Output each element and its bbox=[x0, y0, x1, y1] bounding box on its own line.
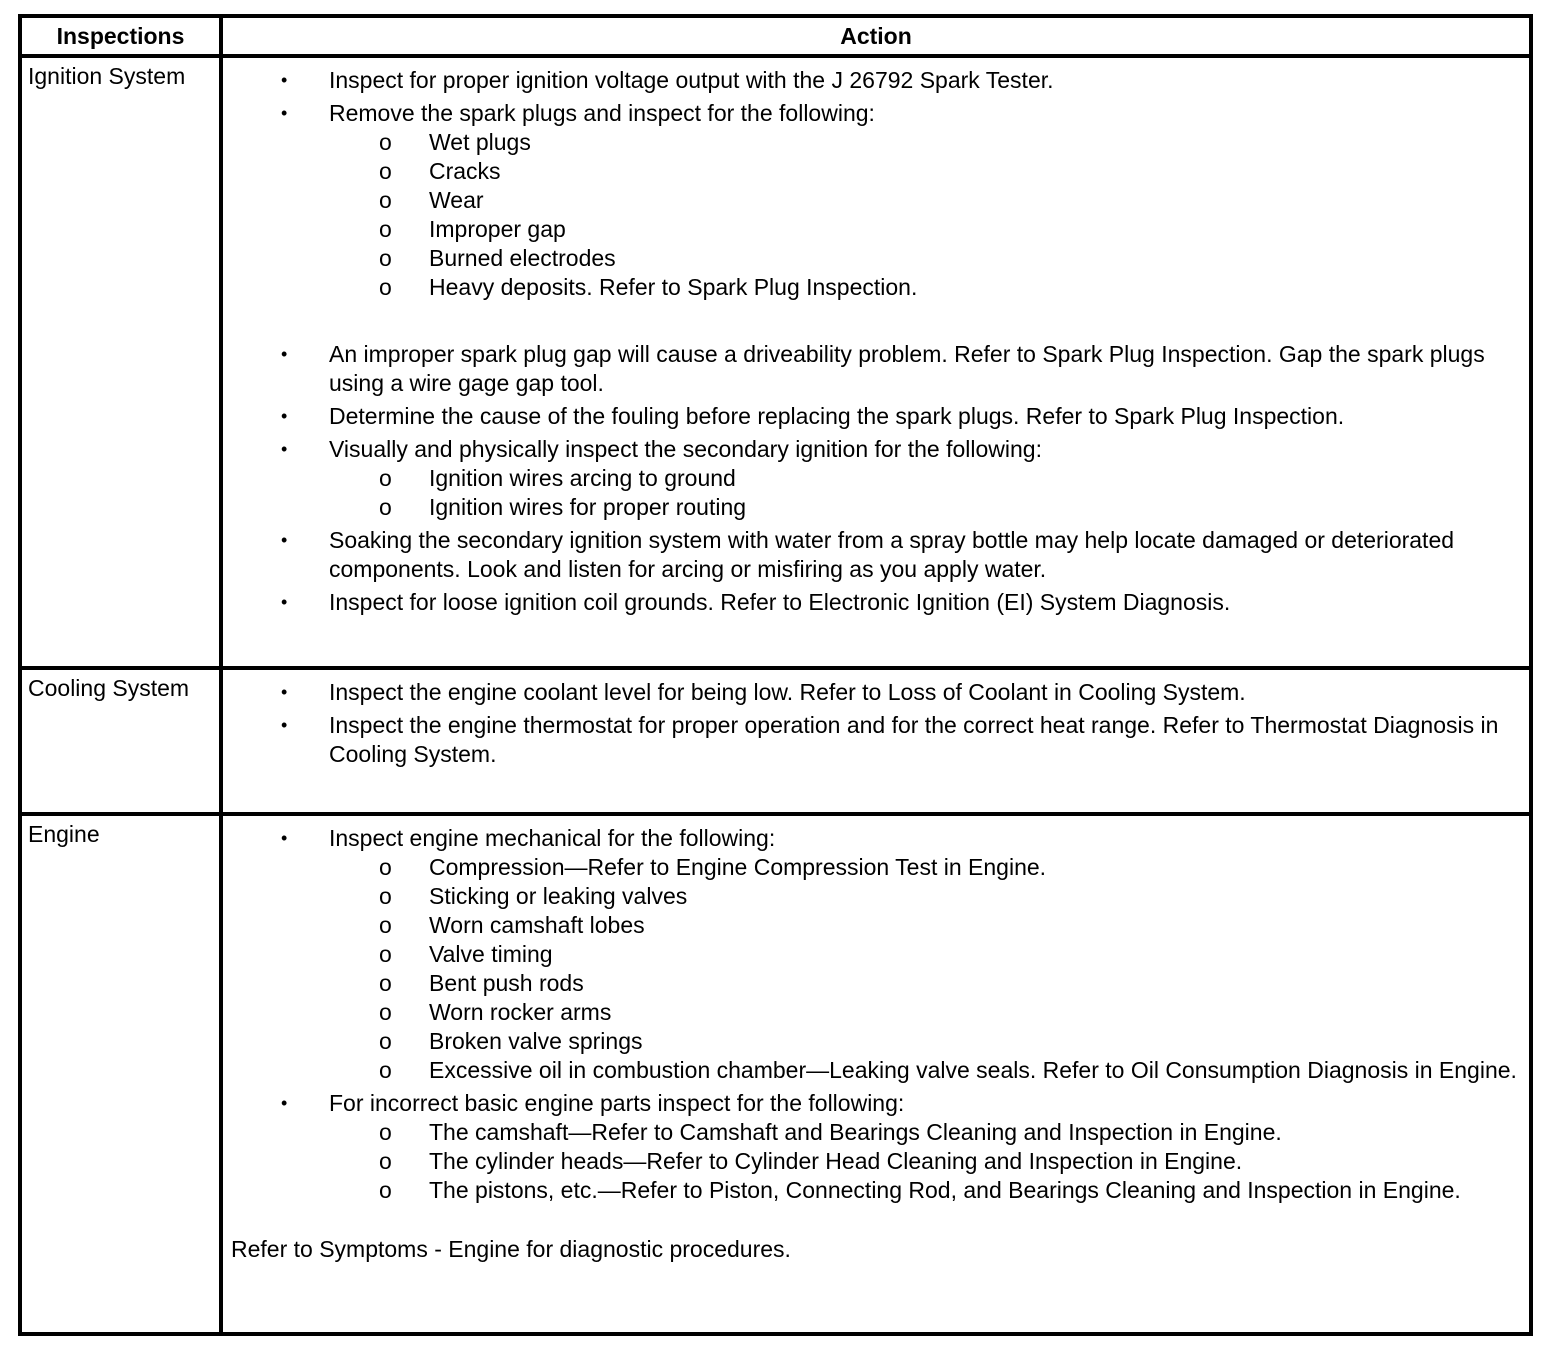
sub-list-item bbox=[329, 853, 1517, 882]
sub-list-item bbox=[329, 1056, 1517, 1085]
list-item bbox=[231, 402, 1517, 431]
circle-bullet-icon: o bbox=[379, 187, 392, 213]
sub-item-text: Ignition wires arcing to ground bbox=[429, 465, 736, 491]
sub-item-text: Wet plugs bbox=[429, 129, 531, 155]
list-item-text: Inspect engine mechanical for the following: bbox=[329, 825, 776, 851]
row-label-engine: Engine bbox=[20, 814, 221, 1334]
sub-list bbox=[329, 853, 1517, 1085]
bullet-icon: • bbox=[281, 530, 288, 550]
bullet-icon: • bbox=[281, 682, 288, 702]
sub-item-text: Wear bbox=[429, 187, 484, 213]
inspection-table-container bbox=[18, 14, 1533, 1336]
table-row bbox=[20, 668, 1531, 814]
header-inspections: Inspections bbox=[20, 16, 221, 56]
sub-list bbox=[329, 1118, 1517, 1205]
sub-list-item bbox=[329, 969, 1517, 998]
circle-bullet-icon: o bbox=[379, 883, 392, 909]
circle-bullet-icon: o bbox=[379, 970, 392, 996]
circle-bullet-icon: o bbox=[379, 854, 392, 880]
sub-item-text: Bent push rods bbox=[429, 970, 584, 996]
sub-list-item bbox=[329, 998, 1517, 1027]
bullet-icon: • bbox=[281, 715, 288, 735]
sub-item-text: The pistons, etc.—Refer to Piston, Connecting Rod, and Bearings Cleaning and Inspection in Engine. bbox=[429, 1177, 1461, 1203]
sub-item-text: The camshaft—Refer to Camshaft and Bearings Cleaning and Inspection in Engine. bbox=[429, 1119, 1282, 1145]
circle-bullet-icon: o bbox=[379, 274, 392, 300]
sub-item-text: Improper gap bbox=[429, 216, 566, 242]
list-item-text: Inspect for loose ignition coil grounds. Refer to Electronic Ignition (EI) System Diagnosis. bbox=[329, 589, 1231, 615]
bullet-icon: • bbox=[281, 592, 288, 612]
sub-list-item bbox=[329, 911, 1517, 940]
inspection-table bbox=[18, 14, 1533, 1336]
circle-bullet-icon: o bbox=[379, 999, 392, 1025]
list-item-text: Soaking the secondary ignition system with water from a spray bottle may help locate damaged or deteriorated components. Look and listen for arcing or misfiring as you apply water. bbox=[329, 527, 1455, 582]
action-list bbox=[231, 66, 1517, 617]
circle-bullet-icon: o bbox=[379, 1148, 392, 1174]
header-action: Action bbox=[221, 16, 1531, 56]
bullet-icon: • bbox=[281, 103, 288, 123]
sub-list-item bbox=[329, 882, 1517, 911]
list-item-text: For incorrect basic engine parts inspect for the following: bbox=[329, 1090, 905, 1116]
list-item bbox=[231, 824, 1517, 1085]
bullet-icon: • bbox=[281, 406, 288, 426]
list-item bbox=[231, 588, 1517, 617]
circle-bullet-icon: o bbox=[379, 494, 392, 520]
list-item-text: Remove the spark plugs and inspect for the following: bbox=[329, 100, 875, 126]
circle-bullet-icon: o bbox=[379, 1177, 392, 1203]
sub-list-item bbox=[329, 244, 1517, 273]
circle-bullet-icon: o bbox=[379, 245, 392, 271]
bullet-icon: • bbox=[281, 439, 288, 459]
circle-bullet-icon: o bbox=[379, 912, 392, 938]
list-item bbox=[231, 99, 1517, 336]
list-item bbox=[231, 66, 1517, 95]
sub-list bbox=[329, 128, 1517, 302]
circle-bullet-icon: o bbox=[379, 465, 392, 491]
action-list bbox=[231, 824, 1517, 1205]
sub-item-text: Sticking or leaking valves bbox=[429, 883, 688, 909]
sub-list-item bbox=[329, 128, 1517, 157]
sub-item-text: Ignition wires for proper routing bbox=[429, 494, 747, 520]
row-action-engine bbox=[221, 814, 1531, 1334]
sub-list-item bbox=[329, 940, 1517, 969]
list-item-text: Determine the cause of the fouling before replacing the spark plugs. Refer to Spark Plug Inspection. bbox=[329, 403, 1345, 429]
sub-list-item bbox=[329, 1027, 1517, 1056]
bullet-icon: • bbox=[281, 1093, 288, 1113]
engine-footnote: Refer to Symptoms - Engine for diagnostic procedures. bbox=[231, 1236, 791, 1262]
list-item bbox=[231, 1089, 1517, 1205]
table-row bbox=[20, 56, 1531, 668]
header-row bbox=[20, 16, 1531, 56]
bullet-icon: • bbox=[281, 828, 288, 848]
row-label-ignition: Ignition System bbox=[20, 56, 221, 668]
list-item bbox=[231, 711, 1517, 769]
sub-item-text: Heavy deposits. Refer to Spark Plug Inspection. bbox=[429, 274, 918, 300]
table-row bbox=[20, 814, 1531, 1334]
sub-item-text: Broken valve springs bbox=[429, 1028, 643, 1054]
list-item bbox=[231, 435, 1517, 522]
sub-list-item bbox=[329, 157, 1517, 186]
circle-bullet-icon: o bbox=[379, 941, 392, 967]
list-item-text: Inspect the engine coolant level for being low. Refer to Loss of Coolant in Cooling System. bbox=[329, 679, 1246, 705]
sub-item-text: Burned electrodes bbox=[429, 245, 616, 271]
list-item-text: Inspect the engine thermostat for proper operation and for the correct heat range. Refer to Thermostat Diagnosis in Cooling System. bbox=[329, 712, 1499, 767]
bullet-icon: • bbox=[281, 70, 288, 90]
sub-list-item bbox=[329, 273, 1517, 302]
sub-list-item bbox=[329, 215, 1517, 244]
sub-item-text: Compression—Refer to Engine Compression Test in Engine. bbox=[429, 854, 1047, 880]
sub-item-text: Excessive oil in combustion chamber—Leaking valve seals. Refer to Oil Consumption Diagnosis in Engine. bbox=[429, 1057, 1517, 1083]
circle-bullet-icon: o bbox=[379, 216, 392, 242]
row-label-cooling: Cooling System bbox=[20, 668, 221, 814]
bullet-icon: • bbox=[281, 344, 288, 364]
circle-bullet-icon: o bbox=[379, 1057, 392, 1083]
row-action-cooling bbox=[221, 668, 1531, 814]
list-item-text: Visually and physically inspect the secondary ignition for the following: bbox=[329, 436, 1042, 462]
list-item bbox=[231, 340, 1517, 398]
sub-item-text: Valve timing bbox=[429, 941, 553, 967]
sub-list-item bbox=[329, 1176, 1517, 1205]
list-item bbox=[231, 526, 1517, 584]
circle-bullet-icon: o bbox=[379, 1119, 392, 1145]
list-item-text: An improper spark plug gap will cause a driveability problem. Refer to Spark Plug Inspection. Gap the spark plugs using a wire gage gap tool. bbox=[329, 341, 1485, 396]
action-list bbox=[231, 678, 1517, 769]
sub-item-text: Cracks bbox=[429, 158, 501, 184]
sub-list-item bbox=[329, 464, 1517, 493]
spacer bbox=[329, 302, 1517, 336]
sub-item-text: The cylinder heads—Refer to Cylinder Head Cleaning and Inspection in Engine. bbox=[429, 1148, 1243, 1174]
circle-bullet-icon: o bbox=[379, 1028, 392, 1054]
sub-list-item bbox=[329, 1118, 1517, 1147]
list-item bbox=[231, 678, 1517, 707]
list-item-text: Inspect for proper ignition voltage output with the J 26792 Spark Tester. bbox=[329, 67, 1054, 93]
sub-item-text: Worn rocker arms bbox=[429, 999, 612, 1025]
circle-bullet-icon: o bbox=[379, 158, 392, 184]
sub-list-item bbox=[329, 186, 1517, 215]
row-action-ignition bbox=[221, 56, 1531, 668]
sub-list-item bbox=[329, 493, 1517, 522]
circle-bullet-icon: o bbox=[379, 129, 392, 155]
sub-list bbox=[329, 464, 1517, 522]
sub-list-item bbox=[329, 1147, 1517, 1176]
sub-item-text: Worn camshaft lobes bbox=[429, 912, 645, 938]
